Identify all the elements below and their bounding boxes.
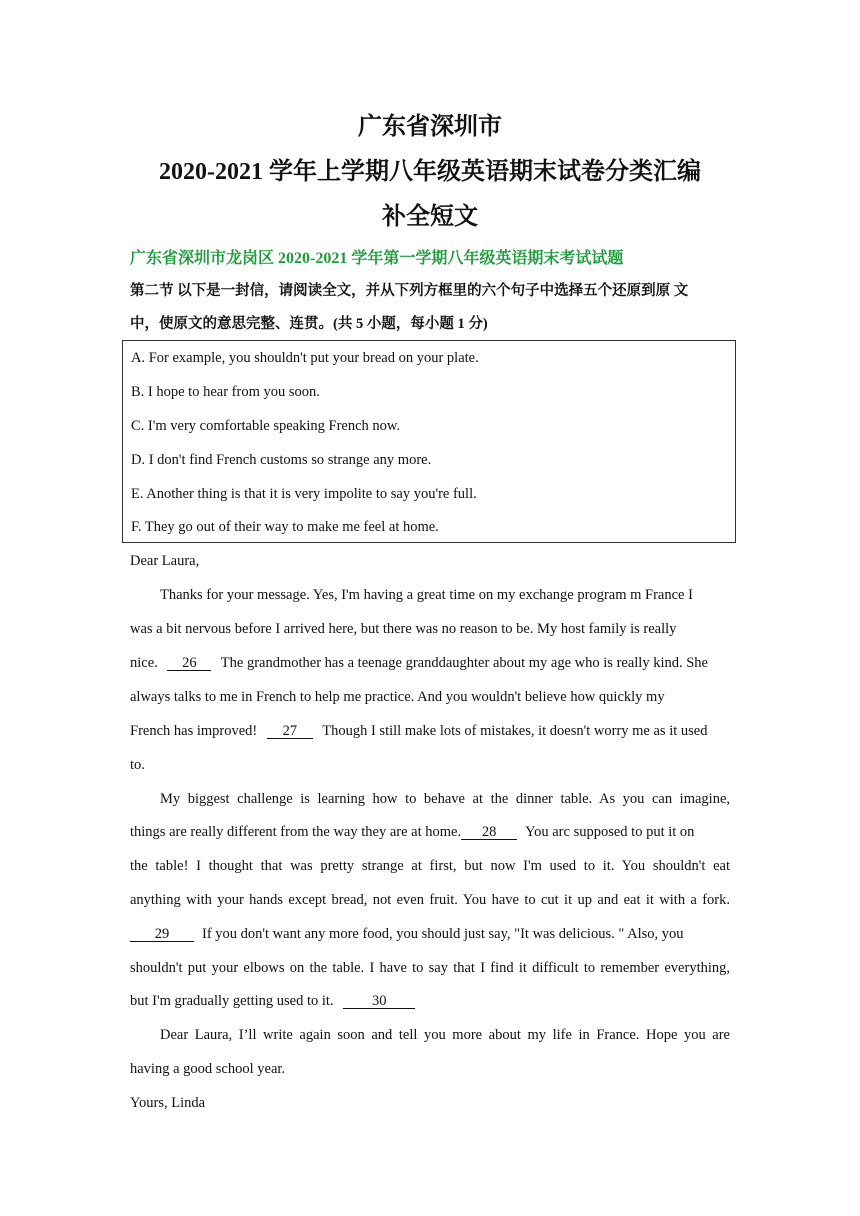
option-d: D. I don't find French customs so strange any more. [131, 452, 432, 468]
letter-text: You arc supposed to put it on [525, 824, 695, 840]
instructions-line-1: 第二节 以下是一封信，请阅读全文，并从下列方框里的六个句子中选择五个还原到原 文 [130, 283, 689, 299]
letter-line [130, 655, 730, 672]
letter-line [130, 993, 730, 1010]
letter-text: but I'm gradually getting used to it. [130, 993, 334, 1009]
blank-27[interactable]: 27 [267, 724, 313, 739]
letter-text: The grandmother has a teenage granddaughter about my age who is really kind. She [220, 655, 708, 671]
letter-text: If you don't want any more food, you should just say, "It was delicious. " Also, you [202, 926, 684, 942]
letter-line: always talks to me in French to help me practice. And you wouldn't believe how quickly my [130, 689, 665, 705]
letter-line: anything with your hands except bread, not even fruit. You have to cut it up and eat it with a fork. [130, 892, 730, 908]
letter-text: Though I still make lots of mistakes, it doesn't worry me as it used [322, 723, 708, 739]
blank-30[interactable]: 30 [343, 994, 415, 1009]
blank-26[interactable]: 26 [167, 656, 211, 671]
letter-closing: Yours, Linda [130, 1095, 206, 1111]
letter-line: to. [130, 757, 145, 773]
option-e: E. Another thing is that it is very impolite to say you're full. [131, 486, 477, 502]
letter-line: was a bit nervous before I arrived here, but there was no reason to be. My host family is really [130, 621, 677, 637]
instructions-line-2: 中，使原文的意思完整、连贯。(共 5 小题，每小题 1 分) [130, 316, 488, 332]
letter-line: the table! I thought that was pretty strange at first, but now I'm used to it. You shouldn't eat [130, 858, 730, 874]
doc-title-region: 广东省深圳市 [358, 114, 502, 140]
letter-line [160, 587, 730, 604]
letter-line [130, 824, 730, 841]
letter-line: Dear Laura, I’ll write again soon and tell you more about my life in France. Hope you are [160, 1027, 730, 1043]
letter-greeting: Dear Laura, [130, 553, 200, 569]
option-a: A. For example, you shouldn't put your bread on your plate. [131, 350, 479, 366]
section-title: 广东省深圳市龙岗区 2020-2021 学年第一学期八年级英语期末考试试题 [130, 250, 624, 267]
option-f: F. They go out of their way to make me feel at home. [131, 519, 439, 535]
option-b: B. I hope to hear from you soon. [131, 384, 320, 400]
letter-line: having a good school year. [130, 1061, 286, 1077]
letter-line: My biggest challenge is learning how to behave at the dinner table. As you can imagine, [160, 791, 730, 807]
doc-title-type: 补全短文 [382, 204, 478, 230]
option-c: C. I'm very comfortable speaking French now. [131, 418, 401, 434]
doc-title-exam: 2020-2021 学年上学期八年级英语期末试卷分类汇编 [159, 159, 701, 185]
letter-line: shouldn't put your elbows on the table. I have to say that I find it difficult to remember everything, [130, 960, 730, 976]
letter-text: French has improved! [130, 723, 258, 739]
letter-text: nice. [130, 655, 158, 671]
letter-text: things are really different from the way they are at home. [130, 824, 462, 840]
blank-29[interactable]: 29 [130, 927, 194, 942]
options-box [122, 340, 736, 543]
blank-28[interactable]: 28 [461, 825, 517, 840]
letter-line [130, 723, 730, 740]
letter-line [130, 926, 730, 943]
letter-text: Thanks for your message. Yes, I'm having a great time on my exchange program m France I [160, 587, 693, 603]
